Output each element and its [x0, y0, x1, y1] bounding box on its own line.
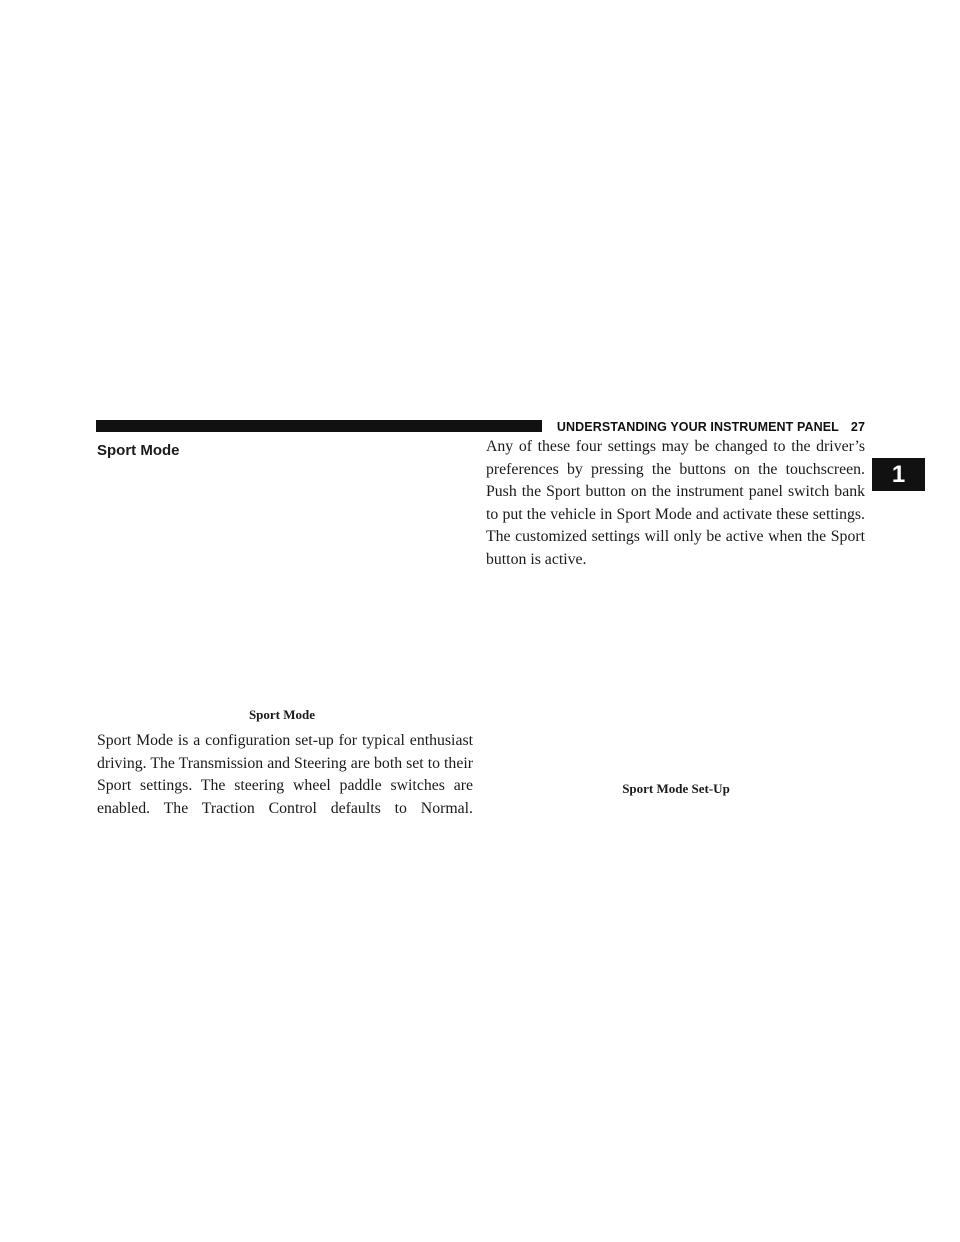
page-number: 27: [850, 420, 865, 434]
header-rule: [96, 420, 542, 432]
section-heading: Sport Mode: [97, 442, 180, 459]
right-paragraph: Any of these four settings may be changed to the driver’s preferences by pressing the buttons on the touchscreen. Push the Sport button on the instrument panel switch bank to put the vehicle in Sport Mode and activate these settings. The customized settings will only be active when the Sport button is active.: [486, 438, 865, 568]
running-head: [551, 419, 865, 435]
left-paragraph: Sport Mode is a configuration set-up for typical enthusiast driving. The Transmission and Steering are both set to their Sport settings. The steering wheel paddle switches are enabled. The Traction Control defaults to Normal.: [97, 732, 473, 817]
sport-mode-setup-caption: Sport Mode Set-Up: [622, 781, 730, 796]
chapter-tab: 1: [872, 458, 925, 491]
running-head-title: UNDERSTANDING YOUR INSTRUMENT PANEL: [556, 420, 839, 434]
sport-mode-caption: Sport Mode: [248, 707, 316, 722]
sport-mode-figure: [97, 470, 463, 698]
sport-mode-setup-figure: [486, 568, 866, 774]
